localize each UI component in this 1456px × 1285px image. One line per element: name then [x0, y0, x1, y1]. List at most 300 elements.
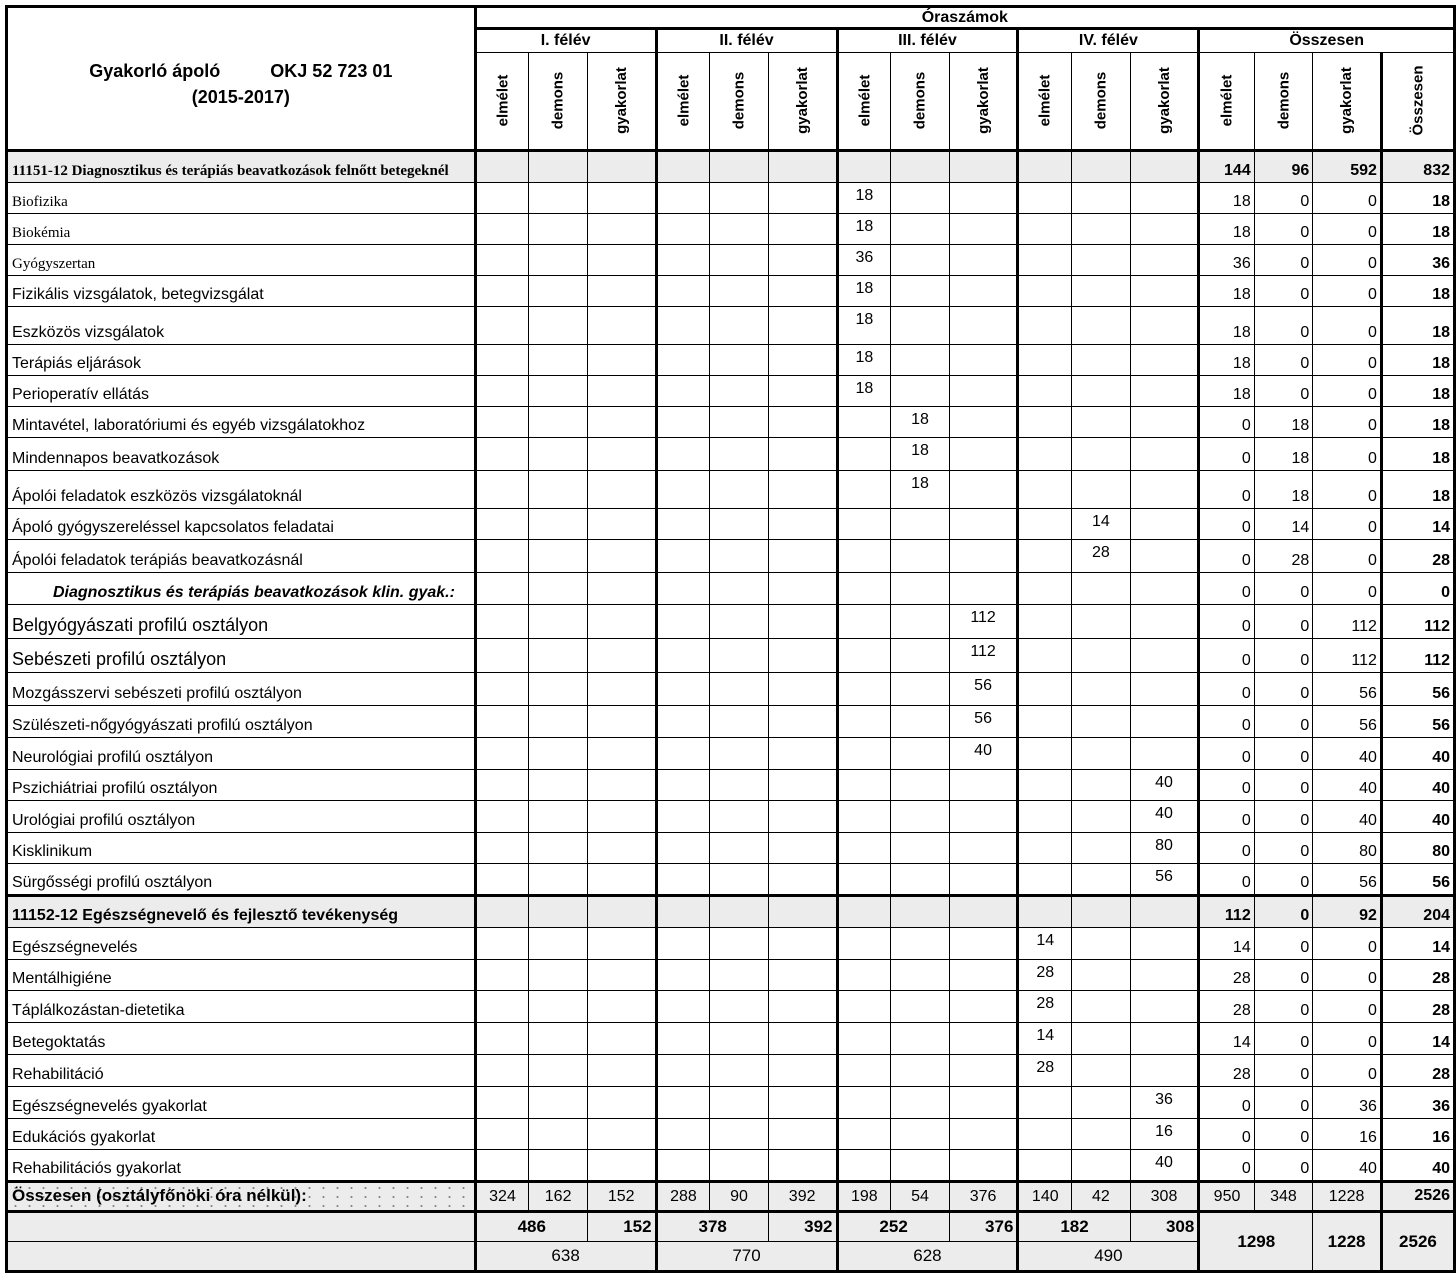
hours-cell: [837, 1119, 891, 1150]
hours-cell: 18: [837, 214, 891, 245]
hours-cell: 18: [891, 471, 950, 509]
subject-row: [7, 1119, 1455, 1150]
hours-cell: [1072, 770, 1131, 801]
hours-cell: [475, 573, 529, 605]
total-cell: 0: [1199, 438, 1254, 471]
semester-total-cell: 628: [837, 1242, 1018, 1272]
hours-cell: [891, 770, 950, 801]
hours-cell: [768, 438, 837, 471]
hours-cell: [768, 376, 837, 407]
hours-cell: [1018, 376, 1072, 407]
subject-row: [7, 864, 1455, 896]
total-cell: 0: [1199, 407, 1254, 438]
subject-row: [7, 801, 1455, 833]
hours-cell: [837, 833, 891, 864]
hours-cell: [768, 896, 837, 928]
hours-cell: [949, 438, 1018, 471]
column-header-label: demons: [911, 71, 929, 130]
total-cell: 92: [1313, 896, 1382, 928]
hours-cell: [1130, 605, 1199, 639]
hours-cell: [587, 276, 656, 307]
hours-cell: [656, 801, 710, 833]
subject-row: [7, 438, 1455, 471]
hours-cell: [587, 639, 656, 673]
hours-cell: [587, 706, 656, 738]
hours-cell: [1072, 896, 1131, 928]
column-header-label: demons: [1092, 71, 1110, 130]
hours-cell: [587, 928, 656, 960]
hours-cell: [1072, 864, 1131, 896]
group-header: Óraszámok: [475, 7, 1454, 29]
hours-cell: [529, 896, 588, 928]
hours-cell: [1072, 151, 1131, 183]
hours-cell: [529, 407, 588, 438]
total-cell: 56: [1313, 706, 1382, 738]
total-cell: 36: [1313, 1087, 1382, 1119]
hours-cell: [837, 639, 891, 673]
hours-cell: [768, 214, 837, 245]
total-cell: 28: [1199, 960, 1254, 991]
hours-cell: [1130, 928, 1199, 960]
semester-total-cell: 638: [475, 1242, 656, 1272]
total-cell: 0: [1313, 1023, 1382, 1055]
subject-row: [7, 183, 1455, 214]
hours-cell: [475, 214, 529, 245]
hours-cell: [1018, 438, 1072, 471]
hours-cell: [891, 307, 950, 345]
hours-cell: [475, 605, 529, 639]
hours-cell: [529, 833, 588, 864]
column-header: [1254, 53, 1313, 151]
hours-cell: [949, 833, 1018, 864]
hours-cell: [475, 307, 529, 345]
hours-cell: [949, 1150, 1018, 1182]
grand-total-cell: 832: [1381, 151, 1454, 183]
hours-cell: [949, 183, 1018, 214]
column-header-label: gyakorlat: [1155, 67, 1173, 134]
hours-cell: [768, 991, 837, 1023]
hours-cell: [949, 1119, 1018, 1150]
hours-cell: [949, 307, 1018, 345]
hours-cell: [587, 960, 656, 991]
hours-cell: [710, 1055, 769, 1087]
subject-row: [7, 540, 1455, 573]
hours-cell: [587, 345, 656, 376]
hours-cell: [656, 639, 710, 673]
total-cell: 0: [1254, 1150, 1313, 1182]
hours-cell: [768, 345, 837, 376]
hours-cell: [710, 245, 769, 276]
subject-row: [7, 991, 1455, 1023]
hours-cell: [768, 540, 837, 573]
column-header-label: demons: [549, 71, 567, 130]
hours-cell: [1130, 509, 1199, 540]
hours-cell: [949, 960, 1018, 991]
hours-cell: [949, 864, 1018, 896]
column-header: [1018, 53, 1072, 151]
column-header-label: gyakorlat: [612, 67, 630, 134]
hours-cell: [475, 471, 529, 509]
hours-cell: [1072, 471, 1131, 509]
hours-cell: [656, 770, 710, 801]
hours-cell: [656, 307, 710, 345]
practice-sum: 308: [1130, 1212, 1199, 1242]
total-cell: 18: [1199, 307, 1254, 345]
theory-demo-sum: 378: [656, 1212, 768, 1242]
hours-cell: [656, 245, 710, 276]
total-cell: 14: [1254, 509, 1313, 540]
total-cell: 18: [1199, 276, 1254, 307]
grand-total-cell: 56: [1381, 864, 1454, 896]
hours-cell: [656, 673, 710, 706]
hours-cell: [710, 509, 769, 540]
total-cell: 0: [1199, 801, 1254, 833]
hours-cell: [710, 738, 769, 770]
hours-cell: [475, 345, 529, 376]
grand-total-cell: 40: [1381, 1150, 1454, 1182]
grand-total-cell: 18: [1381, 276, 1454, 307]
hours-cell: [656, 509, 710, 540]
hours-cell: [768, 928, 837, 960]
hours-cell: [656, 1119, 710, 1150]
hours-cell: [475, 639, 529, 673]
total-cell: 18: [1199, 345, 1254, 376]
semester-header: II. félév: [656, 29, 837, 53]
hours-cell: [891, 1087, 950, 1119]
total-cell: 0: [1313, 276, 1382, 307]
subject-row: [7, 605, 1455, 639]
hours-cell: [656, 896, 710, 928]
hours-cell: 14: [1018, 1023, 1072, 1055]
subject-name: Terápiás eljárások: [7, 345, 476, 376]
hours-cell: [710, 864, 769, 896]
grand-total-cell: 14: [1381, 509, 1454, 540]
hours-cell: [837, 605, 891, 639]
hours-cell: [529, 438, 588, 471]
hours-cell: [1072, 706, 1131, 738]
hours-cell: [837, 896, 891, 928]
hours-cell: [837, 738, 891, 770]
hours-cell: [891, 540, 950, 573]
hours-table: [5, 5, 1456, 1273]
total-cell: 18: [1254, 471, 1313, 509]
hours-cell: [1018, 151, 1072, 183]
hours-cell: [1130, 706, 1199, 738]
hours-cell: [837, 706, 891, 738]
hours-cell: [529, 471, 588, 509]
hours-cell: [768, 639, 837, 673]
hours-cell: [837, 1087, 891, 1119]
column-header: [768, 53, 837, 151]
hours-cell: [1018, 509, 1072, 540]
subject-name: Biofizika: [7, 183, 476, 214]
hours-cell: [1072, 183, 1131, 214]
subject-name: Fizikális vizsgálatok, betegvizsgálat: [7, 276, 476, 307]
total-cell: 0: [1313, 573, 1382, 605]
total-cell: 0: [1313, 245, 1382, 276]
hours-cell: [475, 673, 529, 706]
hours-cell: [837, 673, 891, 706]
column-header: [529, 53, 588, 151]
hours-cell: [1130, 896, 1199, 928]
hours-cell: 14: [1072, 509, 1131, 540]
semester-header: Összesen: [1199, 29, 1455, 53]
hours-cell: [949, 509, 1018, 540]
hours-cell: [529, 960, 588, 991]
theory-demo-sum: 182: [1018, 1212, 1130, 1242]
hours-cell: [1072, 960, 1131, 991]
hours-cell: [529, 1087, 588, 1119]
practice-sum: 376: [949, 1212, 1018, 1242]
hours-cell: 14: [1018, 928, 1072, 960]
hours-cell: 112: [949, 605, 1018, 639]
subject-name: Mindennapos beavatkozások: [7, 438, 476, 471]
total-cell: 0: [1313, 438, 1382, 471]
total-cell: 0: [1199, 1150, 1254, 1182]
hours-cell: [656, 376, 710, 407]
hours-cell: [768, 1087, 837, 1119]
hours-cell: [891, 991, 950, 1023]
hours-cell: [710, 639, 769, 673]
hours-cell: [1130, 214, 1199, 245]
hours-cell: [891, 833, 950, 864]
hours-cell: [656, 864, 710, 896]
hours-cell: [710, 1023, 769, 1055]
hours-cell: [1130, 540, 1199, 573]
hours-cell: [529, 245, 588, 276]
hours-cell: [837, 151, 891, 183]
hours-cell: [1072, 276, 1131, 307]
hours-cell: [768, 1119, 837, 1150]
hours-cell: [529, 738, 588, 770]
hours-cell: 40: [949, 738, 1018, 770]
hours-cell: 18: [837, 345, 891, 376]
subject-name: Neurológiai profilú osztályon: [7, 738, 476, 770]
total-cell: 144: [1199, 151, 1254, 183]
total-cell: 0: [1313, 1055, 1382, 1087]
curriculum-sheet: [5, 5, 1456, 1273]
total-cell: 0: [1254, 770, 1313, 801]
hours-cell: [891, 605, 950, 639]
subject-row: [7, 960, 1455, 991]
grand-total-cell: 18: [1381, 214, 1454, 245]
total-cell: 0: [1313, 376, 1382, 407]
hours-cell: [1072, 1087, 1131, 1119]
hours-cell: [768, 407, 837, 438]
hours-cell: [587, 896, 656, 928]
column-header-label: elmélet: [1218, 74, 1236, 127]
subject-name: Urológiai profilú osztályon: [7, 801, 476, 833]
grand-total-cell: 16: [1381, 1119, 1454, 1150]
hours-cell: 18: [837, 307, 891, 345]
subject-name: Edukációs gyakorlat: [7, 1119, 476, 1150]
grand-total-cell: 18: [1381, 407, 1454, 438]
total-cell: 0: [1254, 864, 1313, 896]
hours-cell: [587, 1023, 656, 1055]
summary-label: Összesen (osztályfőnöki óra nélkül):: [7, 1182, 476, 1212]
hours-cell: [949, 770, 1018, 801]
total-cell: 0: [1254, 960, 1313, 991]
hours-cell: [710, 991, 769, 1023]
total-cell: 0: [1313, 509, 1382, 540]
subject-name: Ápolói feladatok terápiás beavatkozásnál: [7, 540, 476, 573]
total-cell: 96: [1254, 151, 1313, 183]
hours-cell: [891, 345, 950, 376]
subject-name: Egészségnevelés gyakorlat: [7, 1087, 476, 1119]
hours-cell: [529, 307, 588, 345]
total-cell: 0: [1254, 1087, 1313, 1119]
column-header: [1072, 53, 1131, 151]
hours-cell: [1072, 928, 1131, 960]
hours-cell: [891, 245, 950, 276]
final-theory-demo: 1298: [1199, 1212, 1313, 1272]
hours-cell: [529, 991, 588, 1023]
hours-cell: [1072, 639, 1131, 673]
hours-cell: [1072, 345, 1131, 376]
hours-cell: [1018, 407, 1072, 438]
subject-row: [7, 509, 1455, 540]
total-cell: 0: [1313, 407, 1382, 438]
hours-cell: [587, 151, 656, 183]
hours-cell: [1130, 639, 1199, 673]
total-cell: 112: [1313, 605, 1382, 639]
grand-total-header-label: Összesen: [1409, 65, 1427, 136]
total-cell: 0: [1254, 639, 1313, 673]
subject-name: Eszközös vizsgálatok: [7, 307, 476, 345]
hours-cell: [1018, 706, 1072, 738]
hours-cell: [710, 573, 769, 605]
column-header: [1199, 53, 1254, 151]
hours-cell: [949, 245, 1018, 276]
hours-cell: [1018, 573, 1072, 605]
hours-cell: [529, 928, 588, 960]
subject-row: [7, 770, 1455, 801]
hours-cell: [949, 407, 1018, 438]
subject-name: Diagnosztikus és terápiás beavatkozások klin. gyak.:: [7, 573, 476, 605]
column-header: [587, 53, 656, 151]
hours-cell: 40: [1130, 801, 1199, 833]
hours-cell: [587, 738, 656, 770]
hours-cell: [710, 801, 769, 833]
hours-cell: [1018, 345, 1072, 376]
hours-cell: [529, 1023, 588, 1055]
hours-cell: [1072, 1119, 1131, 1150]
hours-cell: [656, 1087, 710, 1119]
total-cell: 18: [1254, 407, 1313, 438]
summary-cell: 140: [1018, 1182, 1072, 1212]
subject-row: [7, 276, 1455, 307]
hours-cell: [1018, 896, 1072, 928]
grand-total-cell: 28: [1381, 960, 1454, 991]
hours-cell: [891, 573, 950, 605]
total-cell: 28: [1254, 540, 1313, 573]
hours-cell: [710, 540, 769, 573]
hours-cell: [475, 407, 529, 438]
hours-cell: [1018, 276, 1072, 307]
hours-cell: [656, 1055, 710, 1087]
total-cell: 0: [1313, 960, 1382, 991]
section-row: [7, 151, 1455, 183]
total-cell: 0: [1199, 673, 1254, 706]
hours-cell: [1018, 801, 1072, 833]
hours-cell: [710, 928, 769, 960]
hours-cell: [837, 471, 891, 509]
hours-cell: [768, 605, 837, 639]
subject-row: [7, 1150, 1455, 1182]
grand-total-header: [1381, 53, 1454, 151]
total-cell: 0: [1199, 770, 1254, 801]
hours-cell: [1018, 673, 1072, 706]
hours-cell: [949, 1023, 1018, 1055]
semester-total-label-cell: [7, 1242, 476, 1272]
hours-cell: [891, 151, 950, 183]
hours-cell: 40: [1130, 1150, 1199, 1182]
hours-cell: [891, 801, 950, 833]
hours-cell: [475, 1119, 529, 1150]
semester-header: I. félév: [475, 29, 656, 53]
hours-cell: [837, 928, 891, 960]
total-cell: 0: [1313, 540, 1382, 573]
grand-total-cell: 18: [1381, 438, 1454, 471]
hours-cell: [710, 896, 769, 928]
hours-cell: 16: [1130, 1119, 1199, 1150]
subject-row: [7, 407, 1455, 438]
hours-cell: [837, 770, 891, 801]
hours-cell: [710, 673, 769, 706]
subject-name: Pszichiátriai profilú osztályon: [7, 770, 476, 801]
hours-cell: [1130, 960, 1199, 991]
summary-total-cell: 348: [1254, 1182, 1313, 1212]
subject-name: Táplálkozástan-dietetika: [7, 991, 476, 1023]
hours-cell: [529, 673, 588, 706]
hours-cell: [475, 1023, 529, 1055]
grand-total-cell: 56: [1381, 706, 1454, 738]
hours-cell: [1072, 376, 1131, 407]
subject-row: [7, 307, 1455, 345]
column-header: [1130, 53, 1199, 151]
total-cell: 0: [1254, 738, 1313, 770]
hours-cell: [1018, 770, 1072, 801]
total-cell: 0: [1199, 833, 1254, 864]
hours-cell: [475, 991, 529, 1023]
subject-row: [7, 573, 1455, 605]
hours-cell: [1018, 245, 1072, 276]
hours-cell: [1130, 991, 1199, 1023]
hours-cell: [656, 960, 710, 991]
total-cell: 40: [1313, 801, 1382, 833]
hours-cell: 28: [1018, 1055, 1072, 1087]
hours-cell: [1130, 245, 1199, 276]
total-cell: 40: [1313, 738, 1382, 770]
hours-cell: [710, 960, 769, 991]
grand-total-cell: 80: [1381, 833, 1454, 864]
hours-cell: [949, 376, 1018, 407]
total-cell: 0: [1254, 214, 1313, 245]
subject-row: [7, 738, 1455, 770]
hours-cell: [656, 833, 710, 864]
total-cell: 0: [1199, 706, 1254, 738]
hours-cell: [475, 376, 529, 407]
grand-total-cell: 40: [1381, 770, 1454, 801]
hours-cell: [710, 376, 769, 407]
total-cell: 0: [1313, 214, 1382, 245]
total-cell: 0: [1254, 1119, 1313, 1150]
hours-cell: [1018, 833, 1072, 864]
hours-cell: [710, 214, 769, 245]
final-practice: 1228: [1313, 1212, 1382, 1272]
hours-cell: [837, 509, 891, 540]
hours-cell: [837, 1055, 891, 1087]
